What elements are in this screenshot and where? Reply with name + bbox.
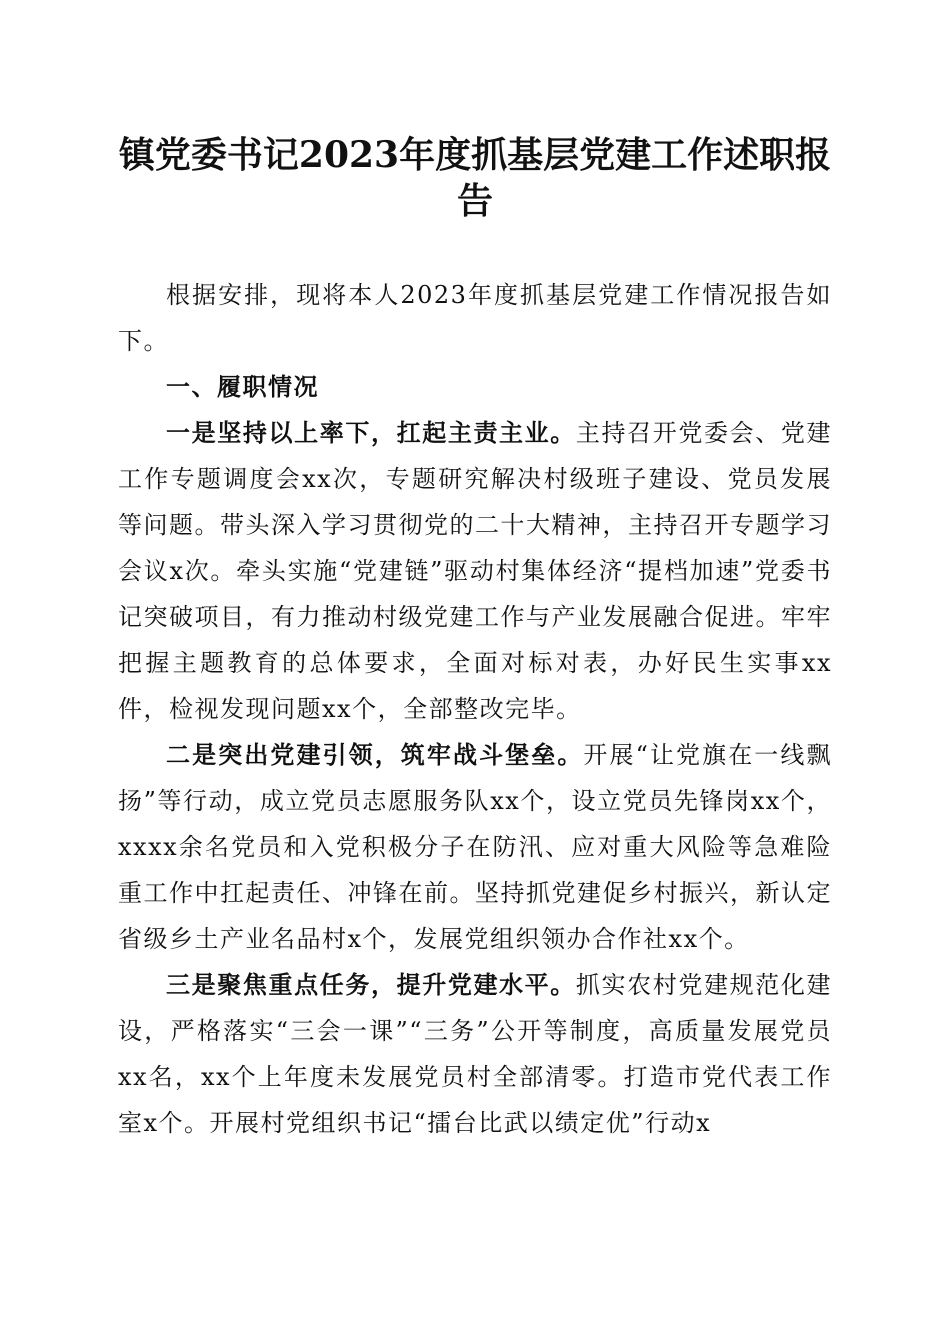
paragraph-2 <box>118 732 832 962</box>
paragraph-3 <box>118 962 832 1146</box>
paragraph-1 <box>118 410 832 732</box>
paragraph-3-text: 抓实农村党建规范化建设，严格落实“三会一课”“三务”公开等制度，高质量发展党员xx名，xx个上年度未发展党员村全部清零。打造市党代表工作室x个。开展村党组织书记“擂台比武以绩定优”行动x <box>118 971 833 1137</box>
paragraph-3-lead: 三是聚焦重点任务，提升党建水平。 <box>166 970 576 999</box>
document-page <box>118 132 832 1146</box>
paragraph-2-lead: 二是突出党建引领，筑牢战斗堡垒。 <box>166 740 584 769</box>
document-title: 镇党委书记2023年度抓基层党建工作述职报告 <box>118 134 832 222</box>
paragraph-1-text: 主持召开党委会、党建工作专题调度会xx次，专题研究解决村级班子建设、党员发展等问题。带头深入学习贯彻党的二十大精神，主持召开专题学习会议x次。牵头实施“党建链”驱动村集体经济“提档加速”党委书记突破项目，有力推动村级党建工作与产业发展融合促进。牢牢把握主题教育的总体要求，全面对标对表，办好民生实事xx件，检视发现问题xx个，全部整改完毕。 <box>118 419 833 723</box>
document-body <box>118 272 832 1146</box>
paragraph-2-text: 开展“让党旗在一线飘扬”等行动，成立党员志愿服务队xx个，设立党员先锋岗xx个，xxxx余名党员和入党积极分子在防汛、应对重大风险等急难险重工作中扛起责任、冲锋在前。坚持抓党建促乡村振兴，新认定省级乡土产业名品村x个，发展党组织领办合作社xx个。 <box>118 741 832 953</box>
paragraph-1-lead: 一是坚持以上率下，扛起主责主业。 <box>166 418 576 447</box>
intro-paragraph: 根据安排，现将本人2023年度抓基层党建工作情况报告如下。 <box>118 281 832 355</box>
section-heading: 一、履职情况 <box>166 373 319 401</box>
